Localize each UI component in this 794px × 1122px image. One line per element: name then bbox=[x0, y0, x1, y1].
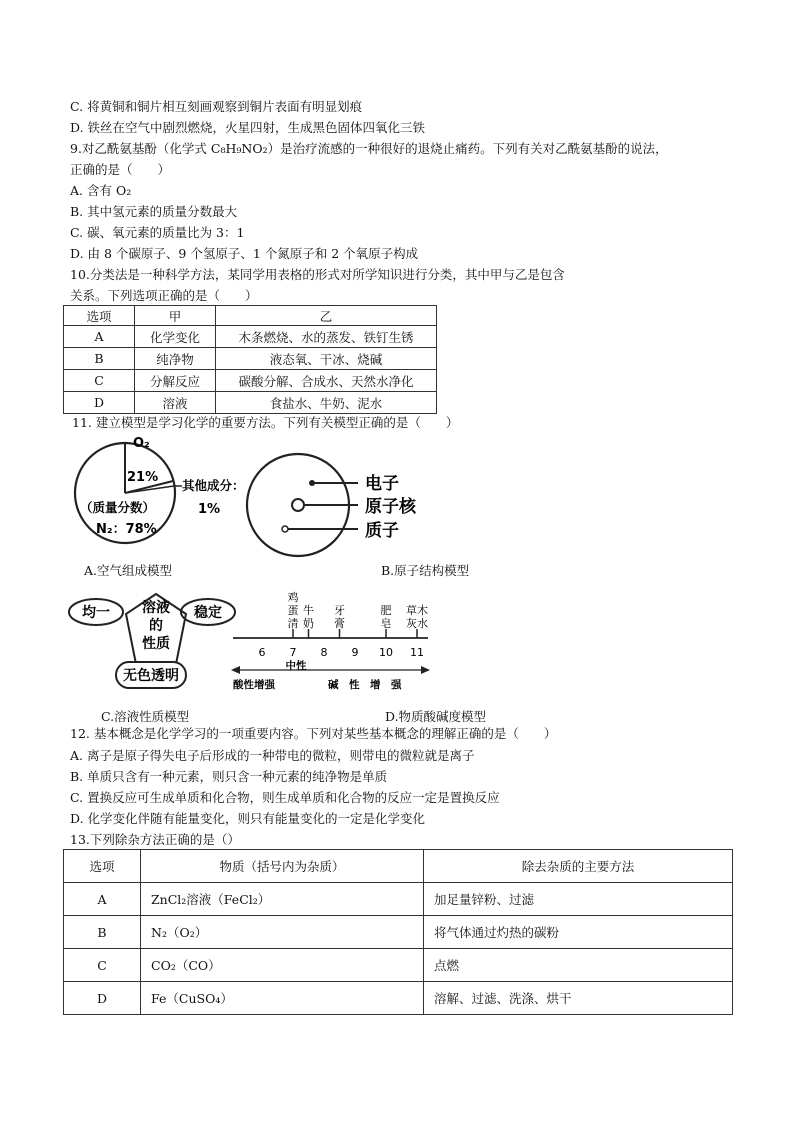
q8-option-d: D. 铁丝在空气中剧烈燃烧，火星四射，生成黑色固体四氧化三铁 bbox=[70, 120, 426, 135]
q13-cell: A bbox=[64, 883, 141, 916]
center-text-line1: 溶液 bbox=[142, 600, 170, 616]
q10-stem-line2: 关系。下列选项正确的是（ ） bbox=[70, 288, 258, 303]
center-text-line2: 的 bbox=[149, 618, 163, 634]
q10-cell: 溶液 bbox=[135, 392, 216, 414]
neutral-label: 中性 bbox=[285, 660, 307, 672]
ph-tick-label: 7 bbox=[289, 646, 297, 659]
q9-stem-line1: 9.对乙酰氨基酚（化学式 C₈H₉NO₂）是治疗流感的一种很好的退烧止痛药。下列有关对乙酰氨基酚的说法， bbox=[70, 141, 668, 156]
right-arrowhead bbox=[421, 666, 430, 674]
q13-cell: 点燃 bbox=[424, 949, 733, 982]
q10-cell: B bbox=[64, 348, 135, 370]
q10-cell: 液态氧、干冰、烧碱 bbox=[216, 348, 437, 370]
ph-substance-label: 草木 bbox=[406, 604, 428, 617]
q13-header: 物质（括号内为杂质） bbox=[141, 850, 424, 883]
ph-substance-label: 奶 bbox=[303, 617, 314, 630]
left-arrowhead bbox=[231, 666, 240, 674]
q12-option-b: B. 单质只含有一种元素，则只含一种元素的纯净物是单质 bbox=[70, 769, 388, 784]
q10-table bbox=[63, 305, 437, 414]
mass-fraction-label: （质量分数） bbox=[80, 500, 156, 515]
atom-structure-figure bbox=[240, 452, 430, 558]
ph-substance-label: 灰水 bbox=[406, 617, 428, 630]
q10-cell: D bbox=[64, 392, 135, 414]
electron-label: 电子 bbox=[365, 474, 399, 494]
o2-label: O₂ bbox=[133, 436, 150, 451]
q13-cell: 溶解、过滤、洗涤、烘干 bbox=[424, 982, 733, 1015]
ph-substance-label: 膏 bbox=[334, 617, 345, 630]
q10-cell: 食盐水、牛奶、泥水 bbox=[216, 392, 437, 414]
ph-substance-label: 牙 bbox=[334, 604, 345, 617]
q10-cell: 木条燃烧、水的蒸发、铁钉生锈 bbox=[216, 326, 437, 348]
proton-label: 质子 bbox=[365, 521, 399, 541]
q13-cell: CO₂（CO） bbox=[141, 949, 424, 982]
q12-stem: 12. 基本概念是化学学习的一项重要内容。下列对某些基本概念的理解正确的是（ ） bbox=[70, 726, 557, 741]
q13-cell: Fe（CuSO₄） bbox=[141, 982, 424, 1015]
q9-option-d: D. 由 8 个碳原子、9 个氢原子、1 个氮原子和 2 个氧原子构成 bbox=[70, 246, 419, 261]
center-text-line3: 性质 bbox=[142, 636, 170, 652]
ph-substance-label: 鸡 bbox=[287, 591, 299, 604]
q8-option-c: C. 将黄铜和铜片相互刻画观察到铜片表面有明显划痕 bbox=[70, 99, 363, 114]
o2-percent: 21% bbox=[127, 470, 159, 485]
q12-option-d: D. 化学变化伴随有能量变化，则只有能量变化的一定是化学变化 bbox=[70, 811, 426, 826]
ph-tick-label: 6 bbox=[258, 646, 266, 659]
q10-cell: 化学变化 bbox=[135, 326, 216, 348]
ph-substance-label: 牛 bbox=[303, 604, 314, 617]
q9-option-a: A. 含有 O₂ bbox=[70, 183, 132, 198]
q13-header: 除去杂质的主要方法 bbox=[424, 850, 733, 883]
stable-label: 稳定 bbox=[194, 605, 222, 621]
ph-scale-figure bbox=[228, 588, 434, 700]
proton-dot bbox=[282, 526, 288, 532]
uniform-label: 均一 bbox=[82, 605, 110, 621]
solution-properties-figure bbox=[66, 590, 246, 694]
figure-d-caption: D.物质酸碱度模型 bbox=[385, 709, 487, 724]
ph-substance-label: 肥 bbox=[380, 604, 392, 617]
q12-option-c: C. 置换反应可生成单质和化合物，则生成单质和化合物的反应一定是置换反应 bbox=[70, 790, 500, 805]
ph-tick-label: 11 bbox=[410, 646, 424, 659]
q10-cell: 纯净物 bbox=[135, 348, 216, 370]
q9-stem-line2: 正确的是（ ） bbox=[70, 162, 171, 177]
q13-cell: 加足量锌粉、过滤 bbox=[424, 883, 733, 916]
figure-b-caption: B.原子结构模型 bbox=[381, 563, 470, 578]
q13-cell: N₂（O₂） bbox=[141, 916, 424, 949]
nucleus-circle bbox=[292, 499, 304, 511]
q9-option-b: B. 其中氢元素的质量分数最大 bbox=[70, 204, 238, 219]
q10-cell: C bbox=[64, 370, 135, 392]
figure-c-caption: C.溶液性质模型 bbox=[101, 709, 190, 724]
q11-stem: 11. 建立模型是学习化学的重要方法。下列有关模型正确的是（ ） bbox=[72, 415, 459, 430]
q10-header: 选项 bbox=[64, 306, 135, 326]
q13-cell: 将气体通过灼热的碳粉 bbox=[424, 916, 733, 949]
q10-cell: 碳酸分解、合成水、天然水净化 bbox=[216, 370, 437, 392]
q13-cell: ZnCl₂溶液（FeCl₂） bbox=[141, 883, 424, 916]
q13-cell: C bbox=[64, 949, 141, 982]
q10-header: 甲 bbox=[135, 306, 216, 326]
q10-header: 乙 bbox=[216, 306, 437, 326]
q13-cell: B bbox=[64, 916, 141, 949]
q10-cell: 分解反应 bbox=[135, 370, 216, 392]
ph-tick-label: 8 bbox=[320, 646, 328, 659]
q9-option-c: C. 碳、氧元素的质量比为 3：1 bbox=[70, 225, 245, 240]
q10-stem-line1: 10.分类法是一种科学方法，某同学用表格的形式对所学知识进行分类，其中甲与乙是包含 bbox=[70, 267, 565, 282]
q13-table bbox=[63, 849, 733, 1015]
colorless-label: 无色透明 bbox=[123, 668, 179, 684]
ph-tick-label: 9 bbox=[351, 646, 359, 659]
nucleus-label: 原子核 bbox=[365, 497, 416, 517]
n2-percent: N₂：78% bbox=[96, 522, 157, 537]
ph-substance-label: 清 bbox=[287, 617, 299, 630]
q13-stem: 13.下列除杂方法正确的是（） bbox=[70, 832, 240, 847]
base-label: 碱 性 增 强 bbox=[328, 679, 402, 691]
acid-label: 酸性增强 bbox=[233, 679, 275, 691]
ph-tick-label: 10 bbox=[379, 646, 393, 659]
q10-cell: A bbox=[64, 326, 135, 348]
other-components-label: 其他成分： bbox=[182, 478, 245, 493]
q12-option-a: A. 离子是原子得失电子后形成的一种带电的微粒，则带电的微粒就是离子 bbox=[70, 748, 475, 763]
air-composition-figure bbox=[70, 436, 250, 552]
other-percent: 1% bbox=[198, 502, 221, 517]
figure-a-caption: A.空气组成模型 bbox=[84, 563, 173, 578]
ph-substance-label: 皂 bbox=[380, 617, 392, 630]
q13-cell: D bbox=[64, 982, 141, 1015]
q13-header: 选项 bbox=[64, 850, 141, 883]
ph-substance-label: 蛋 bbox=[287, 604, 299, 617]
